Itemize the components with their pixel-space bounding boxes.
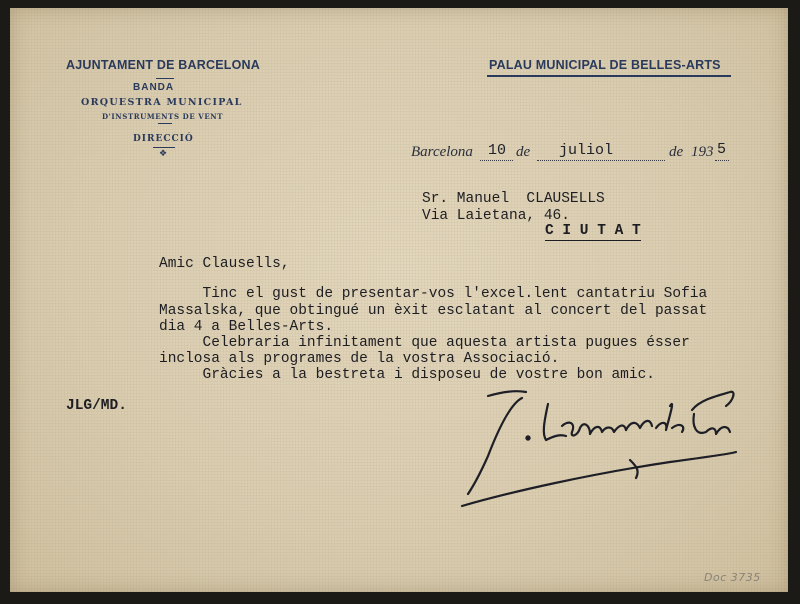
body-para2-line2: inclosa als programes de la vostra Associació. [159, 351, 560, 367]
letterhead-banda: BANDA [133, 82, 175, 93]
letterhead-palau: PALAU MUNICIPAL DE BELLES-ARTS [489, 58, 721, 72]
date-month-field [537, 144, 665, 161]
date-city: Barcelona [411, 144, 473, 160]
date-year-suffix: 5 [717, 141, 727, 158]
archive-note: Doc 3735 [704, 571, 761, 584]
letterhead-divider-2 [158, 123, 172, 124]
palau-underline [487, 75, 731, 77]
date-year-field [715, 141, 729, 161]
body-para2-line1: Celebraria infinitament que aquesta artista pugues ésser [159, 335, 690, 351]
recipient-city: C I U T A T [545, 223, 641, 239]
letterhead-orquestra: ORQUESTRA MUNICIPAL [81, 97, 243, 108]
letter-paper [10, 8, 788, 592]
body-para3-line1: Gràcies a la bestreta i disposeu de vostre bon amic. [159, 367, 655, 383]
letterhead-institution: AJUNTAMENT DE BARCELONA [66, 58, 260, 72]
recipient-address: Via Laietana, 46. [422, 208, 570, 224]
recipient-name: Sr. Manuel CLAUSELLS [422, 191, 605, 207]
body-para1-line1: Tinc el gust de presentar-vos l'excel.lent cantatriu Sofia [159, 286, 708, 302]
date-year-prefix: 193 [691, 144, 714, 160]
date-de-2: de [669, 144, 684, 160]
date-day-field [480, 144, 513, 161]
body-para1-line3: dia 4 a Belles-Arts. [159, 319, 334, 335]
reference-initials: JLG/MD. [66, 398, 127, 414]
handwritten-signature [430, 370, 740, 510]
letterhead-divider [156, 78, 174, 79]
date-de-1: de [516, 144, 531, 160]
salutation: Amic Clausells, [159, 256, 290, 272]
date-day: 10 [488, 142, 507, 159]
letterhead-instruments: D'INSTRUMENTS DE VENT [102, 112, 224, 121]
ornament-icon: ❖ [159, 148, 168, 158]
body-para1-line2: Massalska, que obtingué un èxit esclatant al concert del passat [159, 303, 708, 319]
letterhead-direccio: DIRECCIÓ [133, 134, 194, 144]
date-month: juliol [559, 142, 614, 159]
